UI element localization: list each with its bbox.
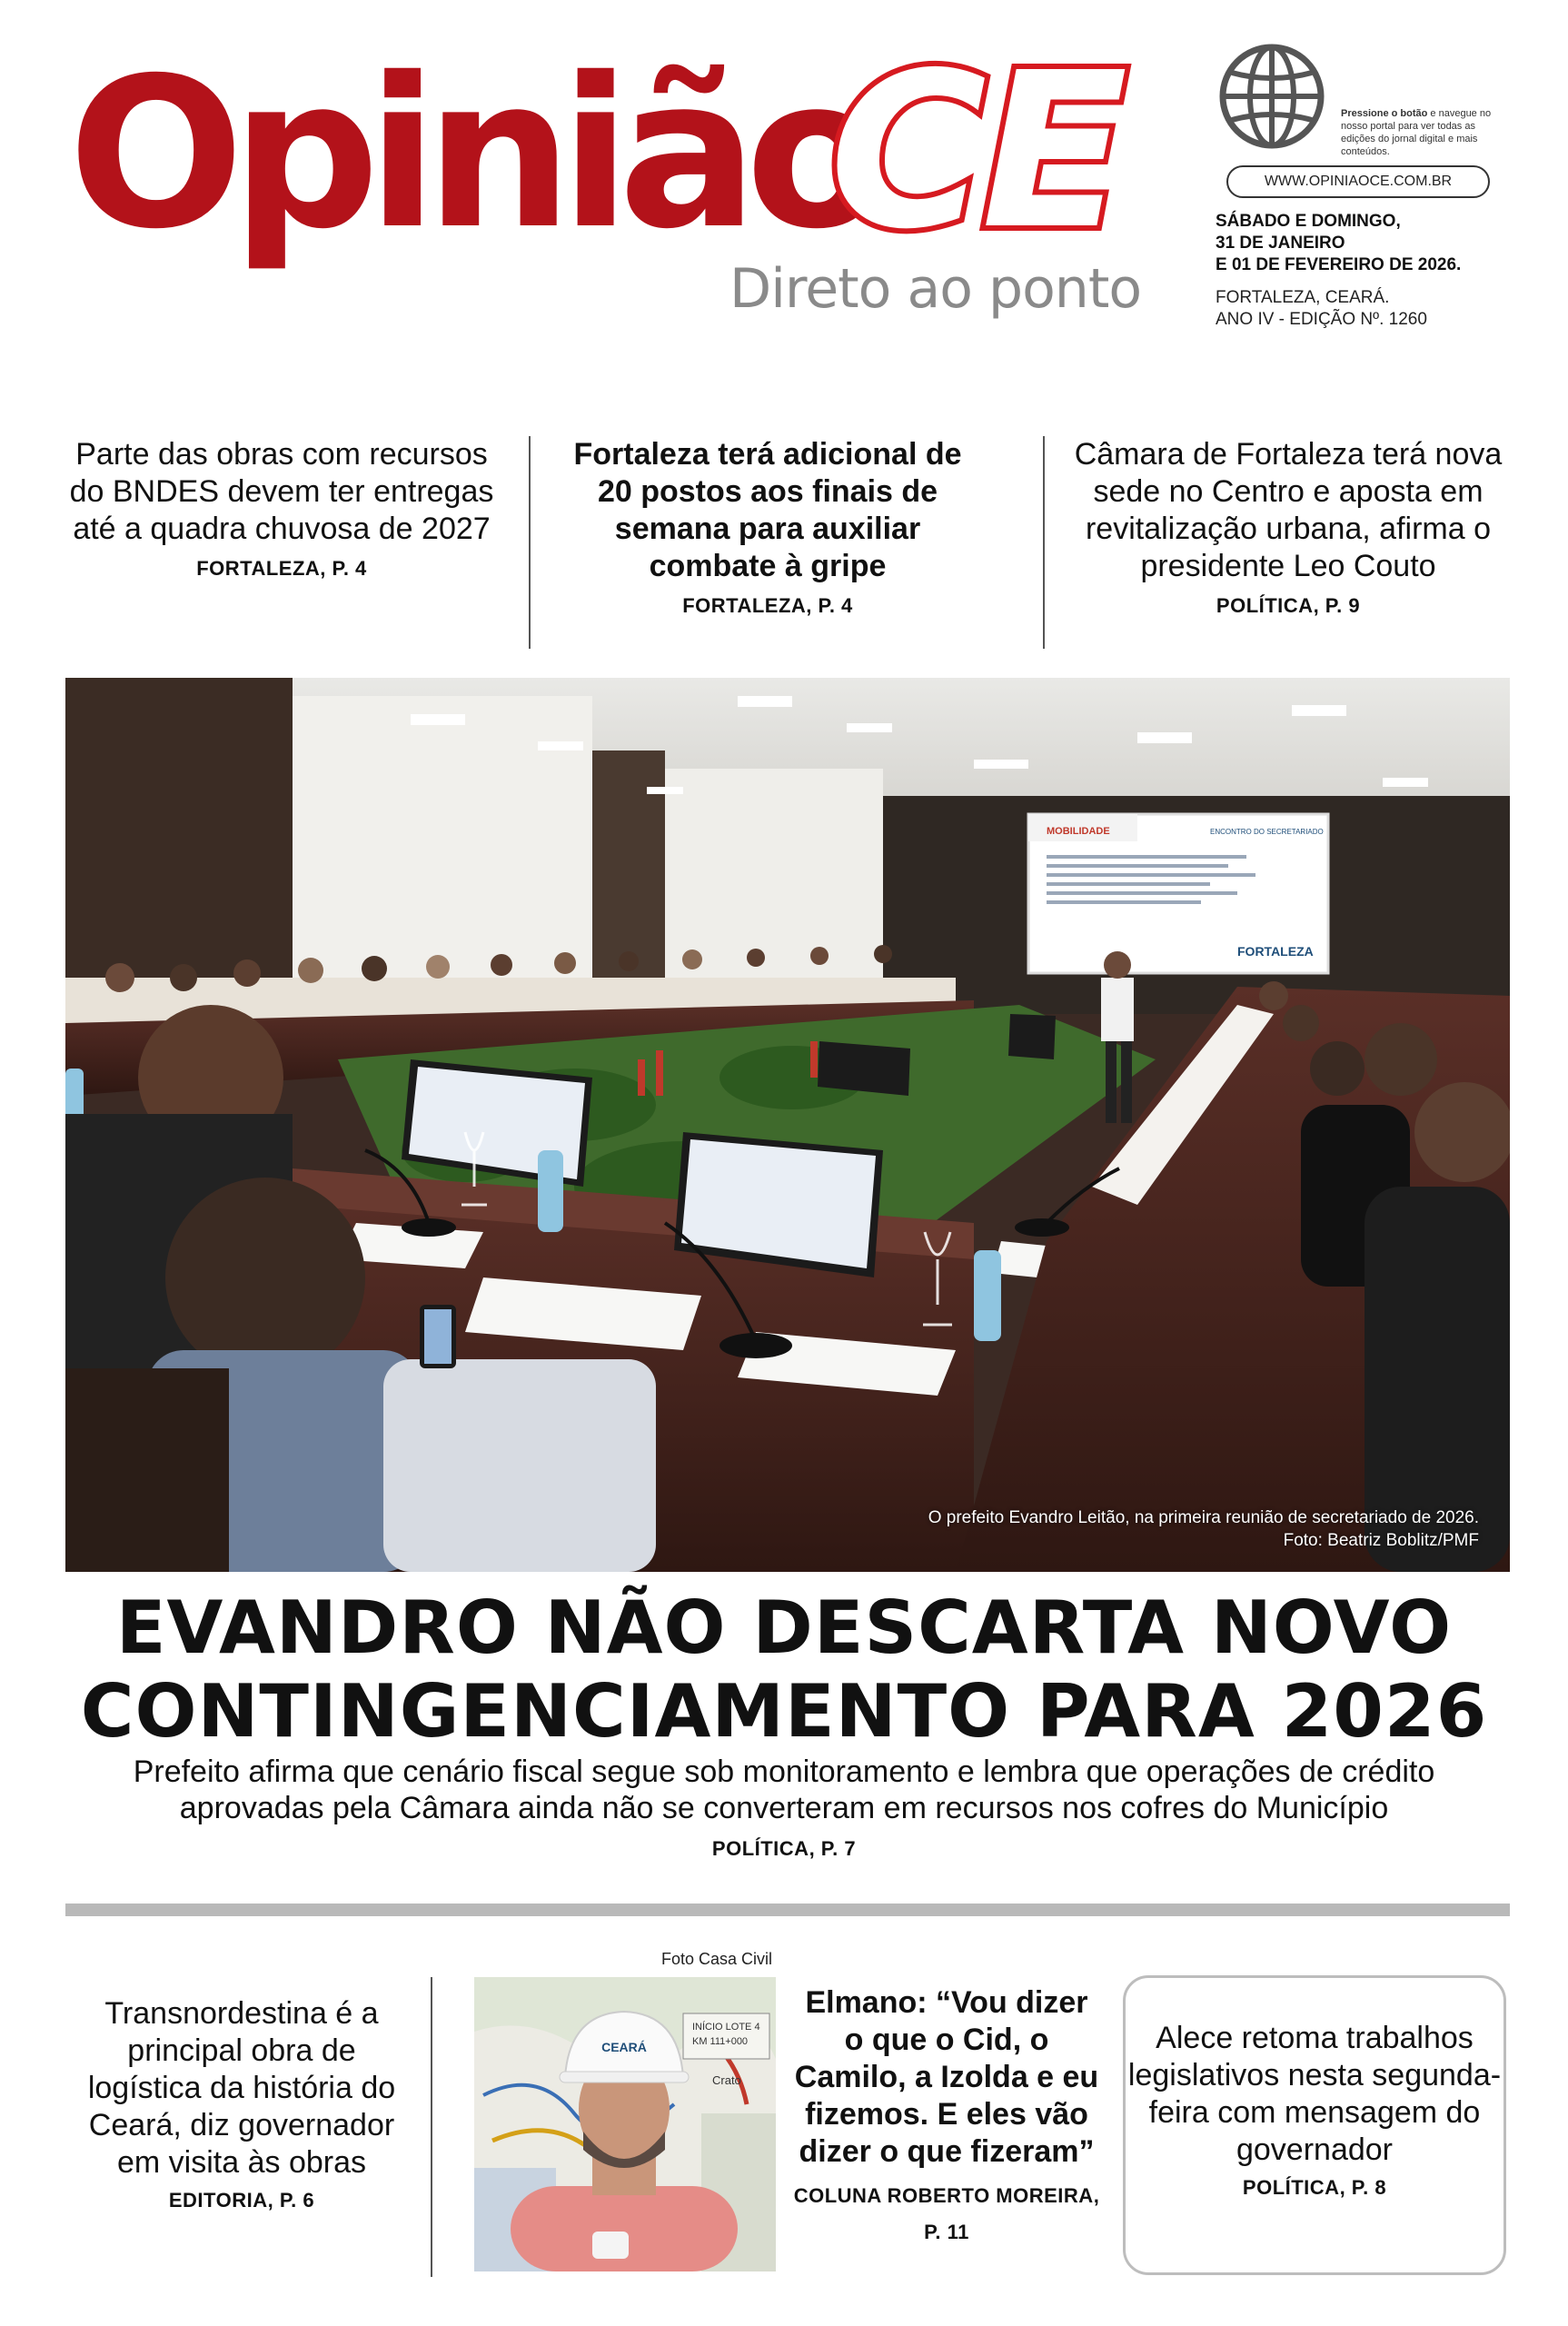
- story-elmano[interactable]: [792, 1984, 1101, 2251]
- story-4-section: POLÍTICA, P. 8: [1242, 2176, 1387, 2199]
- portal-note-text: e navegue no nosso portal para ver todas as edições do jornal digital e mais conteúdos.: [1341, 108, 1492, 157]
- place-line: FORTALEZA, CEARÁ.: [1216, 288, 1390, 307]
- masthead-info: [1216, 36, 1515, 345]
- meeting-photo-illustration: [65, 678, 1510, 1572]
- portal-url-link[interactable]: WWW.OPINIAOCE.COM.BR: [1226, 165, 1490, 198]
- teaser-3[interactable]: [1068, 436, 1508, 654]
- teaser-1[interactable]: [64, 436, 500, 654]
- photo-credit-casa-civil: Foto Casa Civil: [661, 1950, 773, 1968]
- governor-photo[interactable]: [474, 1977, 776, 2271]
- helmet-text: CEARÁ: [601, 2040, 647, 2054]
- main-photo[interactable]: [65, 678, 1510, 1572]
- teaser-3-text: Câmara de Fortaleza terá nova sede no Centro e aposta em revitalização urbana, afirma o presidente Leo Couto: [1074, 437, 1503, 583]
- story-alece[interactable]: [1123, 1975, 1506, 2275]
- edition-date: [1216, 211, 1515, 276]
- teaser-1-section: FORTALEZA, P. 4: [196, 557, 367, 580]
- sign-km: KM 111+000: [692, 2036, 749, 2047]
- main-headline[interactable]: [36, 1586, 1532, 1754]
- column-divider: [529, 436, 531, 649]
- teaser-1-text: Parte das obras com recursos do BNDES devem ter entregas até a quadra chuvosa de 2027: [69, 437, 494, 546]
- logo-opiniao: Opinião: [68, 33, 876, 274]
- column-divider: [1043, 436, 1045, 649]
- edition-place: [1216, 287, 1515, 331]
- photo-credit: Foto: Beatriz Boblitz/PMF: [1283, 1531, 1479, 1550]
- teaser-2[interactable]: [572, 436, 963, 654]
- story-1-text: Transnordestina é a principal obra de logística da história do Ceará, diz governador em visita às obras: [87, 1996, 396, 2180]
- story-1-section: EDITORIA, P. 6: [168, 2189, 315, 2212]
- teaser-2-text: Fortaleza terá adicional de 20 postos aos finais de semana para auxiliar combate à gripe: [573, 437, 962, 583]
- teaser-3-section: POLÍTICA, P. 9: [1216, 594, 1361, 617]
- top-teasers: [64, 436, 1508, 654]
- portal-note: [1341, 107, 1504, 158]
- photo-caption-text: O prefeito Evandro Leitão, na primeira reunião de secretariado de 2026.: [928, 1508, 1479, 1527]
- sign-text: INÍCIO LOTE 4: [692, 2022, 760, 2033]
- main-subhead: Prefeito afirma que cenário fiscal segue sob monitoramento e lembra que operações de crédito aprovadas pela Câmara ainda não se converteram em recursos nos cofres do Município: [133, 1754, 1435, 1825]
- photo-caption: [928, 1506, 1479, 1552]
- governor-photo-illustration: [474, 1977, 776, 2271]
- teaser-2-section: FORTALEZA, P. 4: [682, 594, 853, 617]
- edition-number: ANO IV - EDIÇÃO Nº. 1260: [1216, 310, 1427, 329]
- headline-line-2: CONTINGENCIAMENTO PARA 2026: [80, 1669, 1488, 1754]
- horizontal-rule: [65, 1904, 1510, 1916]
- column-divider: [431, 1977, 432, 2277]
- screen-title: MOBILIDADE: [1047, 826, 1110, 837]
- headline-line-1: EVANDRO NÃO DESCARTA NOVO: [115, 1585, 1453, 1670]
- date-line-1: SÁBADO E DOMINGO,: [1216, 212, 1401, 231]
- main-section-ref: POLÍTICA, P. 7: [711, 1837, 857, 1860]
- masthead: [0, 0, 1568, 382]
- screen-brand: FORTALEZA: [1237, 944, 1314, 959]
- story-3-section: COLUNA ROBERTO MOREIRA, P. 11: [793, 2184, 1100, 2243]
- map-label: Crato: [712, 2073, 741, 2087]
- date-line-3: E 01 DE FEVEREIRO DE 2026.: [1216, 255, 1462, 274]
- logo-ce: CE: [829, 26, 1123, 276]
- story-3-text: Elmano: “Vou dizer o que o Cid, o Camilo, a Izolda e eu fizemos. E eles vão dizer o que fizeram”: [794, 1985, 1099, 2169]
- screen-event: ENCONTRO DO SECRETARIADO: [1210, 828, 1324, 836]
- story-4-text: Alece retoma trabalhos legislativos nesta segunda-feira com mensagem do governador: [1127, 2021, 1502, 2167]
- date-line-2: 31 DE JANEIRO: [1216, 234, 1345, 253]
- globe-icon[interactable]: [1216, 40, 1328, 153]
- slogan: Direto ao ponto: [729, 257, 1142, 321]
- story-transnordestina[interactable]: [78, 1995, 405, 2212]
- portal-note-bold: Pressione o botão: [1341, 108, 1428, 119]
- newspaper-logo[interactable]: [68, 26, 1176, 323]
